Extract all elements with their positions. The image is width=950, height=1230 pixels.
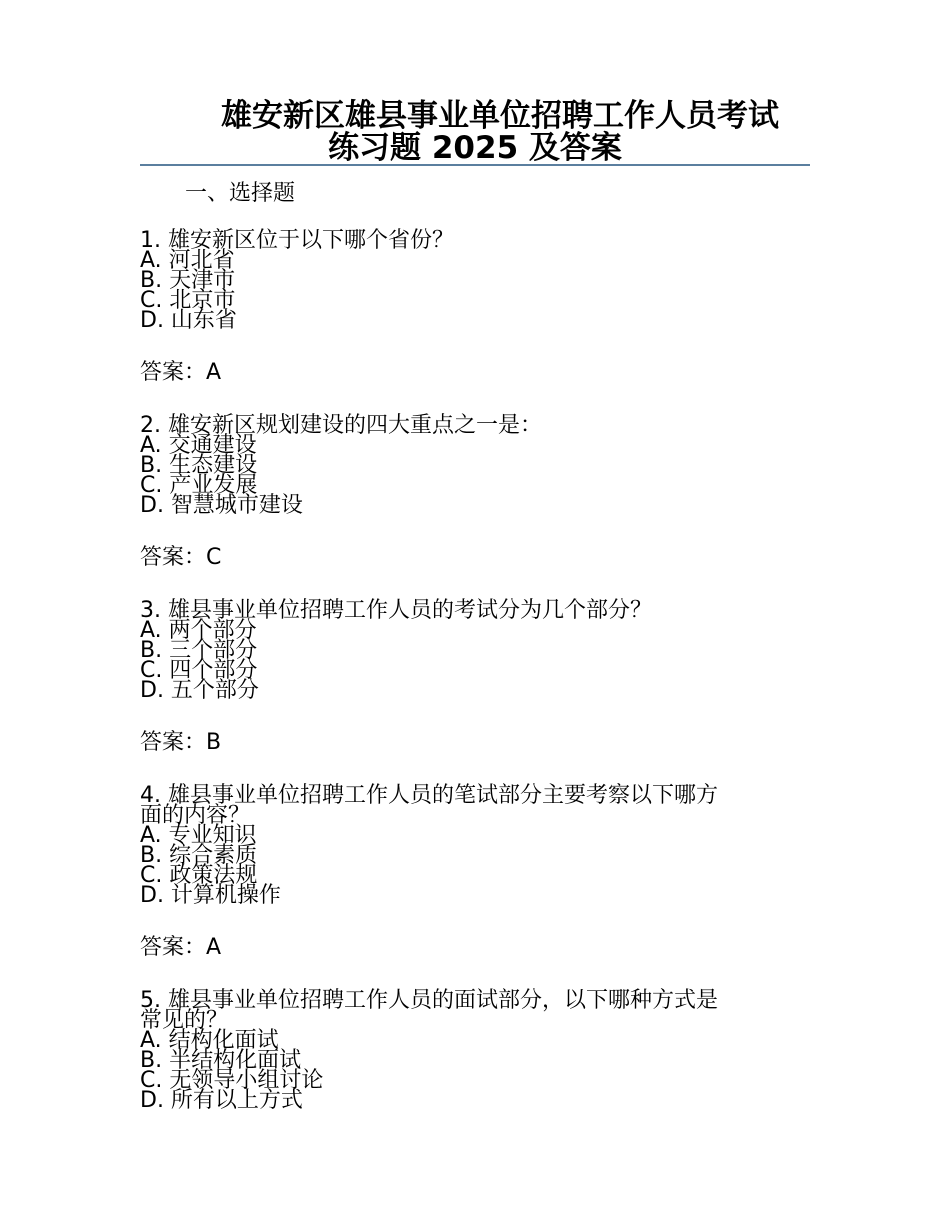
answer-option: B. 半结构化面试	[140, 1048, 302, 1073]
question-1	[140, 225, 820, 387]
answer-option: A. 河北省	[140, 248, 235, 273]
question-stem-line: 面的内容？	[140, 803, 251, 828]
document-title	[140, 100, 810, 166]
answer-key: 答案：B	[140, 730, 222, 755]
question-list	[140, 225, 820, 1111]
answer-option: D. 所有以上方式	[140, 1088, 303, 1113]
question-4	[140, 780, 820, 962]
question-stem-line: 1. 雄安新区位于以下哪个省份？	[140, 228, 454, 253]
answer-option: C. 政策法规	[140, 863, 258, 888]
answer-option: B. 综合素质	[140, 843, 258, 868]
answer-option: A. 两个部分	[140, 618, 257, 643]
section-heading: 一、选择题	[185, 181, 296, 206]
answer-option: A. 交通建设	[140, 433, 257, 458]
question-stem	[140, 780, 820, 826]
title-line-2: 练习题 2025 及答案	[328, 130, 622, 166]
question-stem-line: 4. 雄县事业单位招聘工作人员的笔试部分主要考察以下哪方	[140, 783, 718, 808]
question-5	[140, 985, 820, 1111]
question-3	[140, 595, 820, 757]
answer-option: A. 专业知识	[140, 823, 257, 848]
answer-option: D. 山东省	[140, 308, 237, 333]
answer-option: C. 四个部分	[140, 658, 258, 683]
answer-option: D. 五个部分	[140, 678, 259, 703]
answer-option: C. 北京市	[140, 288, 236, 313]
answer-key: 答案：A	[140, 935, 222, 960]
title-line-1: 雄安新区雄县事业单位招聘工作人员考试	[221, 98, 779, 134]
answer-option: C. 无领导小组讨论	[140, 1068, 324, 1093]
answer-option: B. 天津市	[140, 268, 236, 293]
question-2	[140, 410, 820, 572]
question-stem	[140, 985, 820, 1031]
question-stem-line: 5. 雄县事业单位招聘工作人员的面试部分，以下哪种方式是	[140, 988, 718, 1013]
question-stem-line: 常见的？	[140, 1008, 229, 1033]
question-stem	[140, 225, 820, 251]
answer-option: C. 产业发展	[140, 473, 258, 498]
question-stem-line: 3. 雄县事业单位招聘工作人员的考试分为几个部分？	[140, 598, 652, 623]
answer-option: D. 智慧城市建设	[140, 493, 303, 518]
answer-option: B. 生态建设	[140, 453, 258, 478]
answer-key: 答案：A	[140, 360, 222, 385]
answer-key: 答案：C	[140, 545, 222, 570]
question-stem-line: 2. 雄安新区规划建设的四大重点之一是：	[140, 413, 542, 438]
answer-option: A. 结构化面试	[140, 1028, 279, 1053]
answer-option: D. 计算机操作	[140, 883, 281, 908]
answer-option: B. 三个部分	[140, 638, 258, 663]
